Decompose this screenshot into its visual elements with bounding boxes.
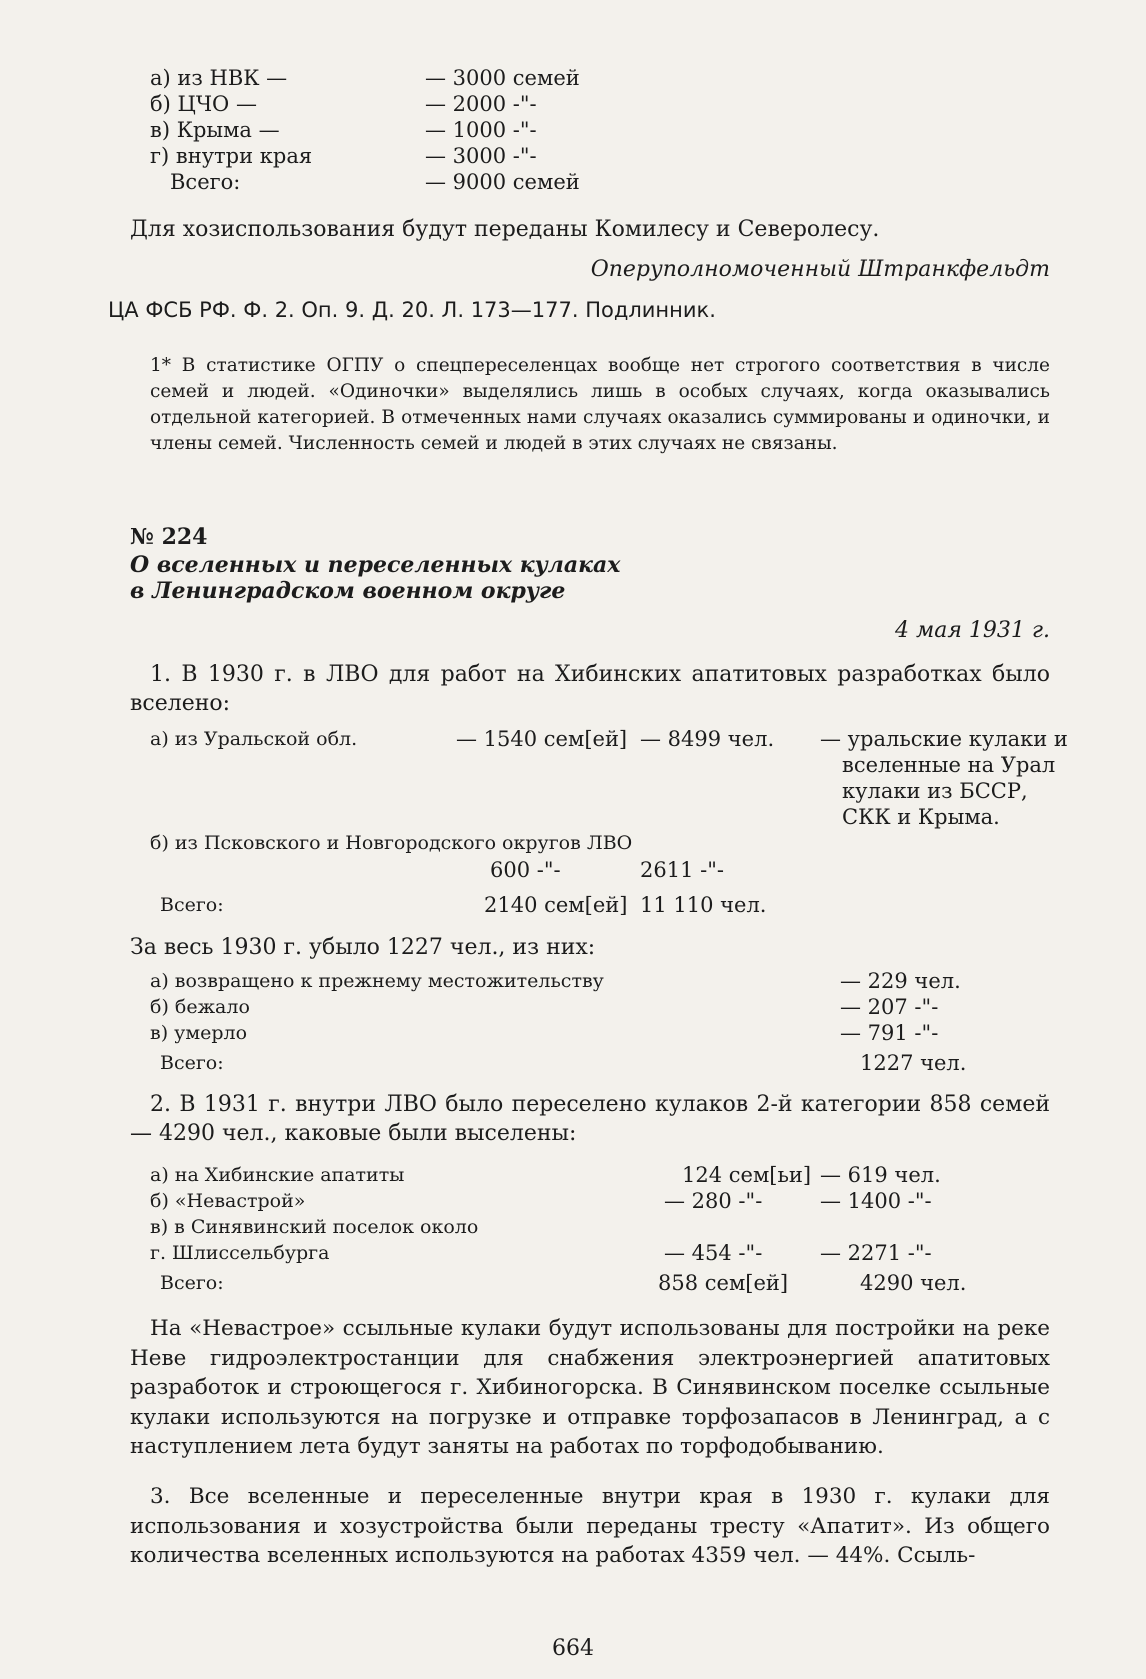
settled-row-families: — 1540 сем[ей] (456, 727, 628, 751)
top-total-value: — 9000 семей (425, 170, 580, 194)
transfer-text: Для хозиспользования будут переданы Комилесу и Северолесу. (130, 217, 880, 242)
top-row-value: — 3000 -"- (425, 144, 537, 168)
loss-total-label: Всего: (160, 1052, 224, 1074)
loss-row-label: б) бежало (150, 996, 250, 1018)
document-title-line2: в Ленинградском военном округе (130, 578, 566, 604)
resettled-row-families: — 280 -"- (664, 1189, 763, 1213)
page-number: 664 (552, 1636, 594, 1661)
resettled-row-label: г. Шлиссельбурга (150, 1242, 330, 1264)
paragraph-3-text: 3. Все вселенные и переселенные внутри края в 1930 г. кулаки для использования и хозустройства были переданы тресту «Апатит». Из общего количества вселенных используются на работах 4359 чел. — 44%. Ссыль- (130, 1484, 1050, 1568)
top-row-value: — 1000 -"- (425, 118, 537, 142)
settled-total-families: 2140 сем[ей] (484, 893, 628, 917)
top-row-label: б) ЦЧО — (150, 92, 257, 116)
settled-row-note: СКК и Крыма. (842, 805, 1000, 829)
loss-row-value: — 229 чел. (840, 969, 961, 993)
resettled-row-people: — 2271 -"- (820, 1241, 932, 1265)
resettled-row-families: 124 сем[ьи] (682, 1163, 812, 1187)
top-row-value: — 2000 -"- (425, 92, 537, 116)
paragraph-2-text: На «Невастрое» ссыльные кулаки будут использованы для постройки на реке Неве гидроэлектростанции для снабжения электроэнергией апатитовых разработок и строющегося г. Хибиногорска. В Синявинском поселке ссыльные кулаки используются на погрузке и отправке торфозапасов в Ленинград, а с наступлением лета будут заняты на работах по торфодобыванию. (130, 1316, 1050, 1459)
settled-row-people: — 8499 чел. (640, 727, 775, 751)
resettled-row-label: б) «Невастрой» (150, 1190, 306, 1212)
resettled-row-label: а) на Хибинские апатиты (150, 1164, 405, 1186)
resettled-row-people: — 1400 -"- (820, 1189, 932, 1213)
footnote: 1* В статистике ОГПУ о спецпереселенцах вообще нет строгого соответствия в числе семей и людей. «Одиночки» выделялись лишь в особых случаях, когда оказывались отдельной категорией. В отмеченных нами случаях оказались суммированы и одиночки, и члены семей. Численность семей и людей в этих случаях не связаны. (150, 355, 1050, 454)
archive-reference: ЦА ФСБ РФ. Ф. 2. Оп. 9. Д. 20. Л. 173—177. Подлинник. (108, 298, 716, 322)
top-row-value: — 3000 семей (425, 66, 580, 90)
loss-row-label: в) умерло (150, 1022, 248, 1044)
settled-row-note: вселенные на Урал (842, 753, 1056, 777)
settled-row-label: б) из Псковского и Новгородского округов ЛВО (150, 832, 633, 854)
settled-row-people: 2611 -"- (640, 858, 724, 882)
resettled-total-families: 858 сем[ей] (658, 1271, 789, 1295)
settled-row-note: кулаки из БССР, (842, 779, 1028, 803)
document-number: № 224 (130, 524, 208, 550)
resettled-total-label: Всего: (160, 1272, 224, 1294)
settled-row-label: а) из Уральской обл. (150, 728, 358, 750)
signature: Оперуполномоченный Штранкфельдт (590, 257, 1050, 282)
top-row-label: в) Крыма — (150, 118, 280, 142)
paragraph-2-intro: 2. В 1931 г. внутри ЛВО было переселено кулаков 2-й категории 858 семей — 4290 чел., каковые были выселены: (130, 1092, 1050, 1146)
loss-row-label: а) возвращено к прежнему местожительству (150, 970, 604, 992)
loss-total-value: 1227 чел. (860, 1051, 967, 1075)
settled-total-people: 11 110 чел. (640, 893, 767, 917)
resettled-row-label: в) в Синявинский поселок около (150, 1216, 479, 1238)
settled-row-note: — уральские кулаки и (820, 727, 1068, 751)
loss-intro: За весь 1930 г. убыло 1227 чел., из них: (130, 935, 596, 960)
top-row-label: а) из НВК — (150, 66, 288, 90)
document-title-line1: О вселенных и переселенных кулаках (130, 552, 621, 578)
resettled-row-families: — 454 -"- (664, 1241, 763, 1265)
settled-row-families: 600 -"- (490, 858, 561, 882)
settled-total-label: Всего: (160, 894, 224, 916)
top-total-label: Всего: (170, 170, 241, 194)
top-row-label: г) внутри края (150, 144, 313, 168)
resettled-row-people: — 619 чел. (820, 1163, 941, 1187)
document-date: 4 мая 1931 г. (895, 618, 1050, 643)
paragraph-1-intro: 1. В 1930 г. в ЛВО для работ на Хибинских апатитовых разработках было вселено: (130, 662, 1050, 716)
resettled-total-people: 4290 чел. (860, 1271, 967, 1295)
loss-row-value: — 791 -"- (840, 1021, 939, 1045)
loss-row-value: — 207 -"- (840, 995, 939, 1019)
